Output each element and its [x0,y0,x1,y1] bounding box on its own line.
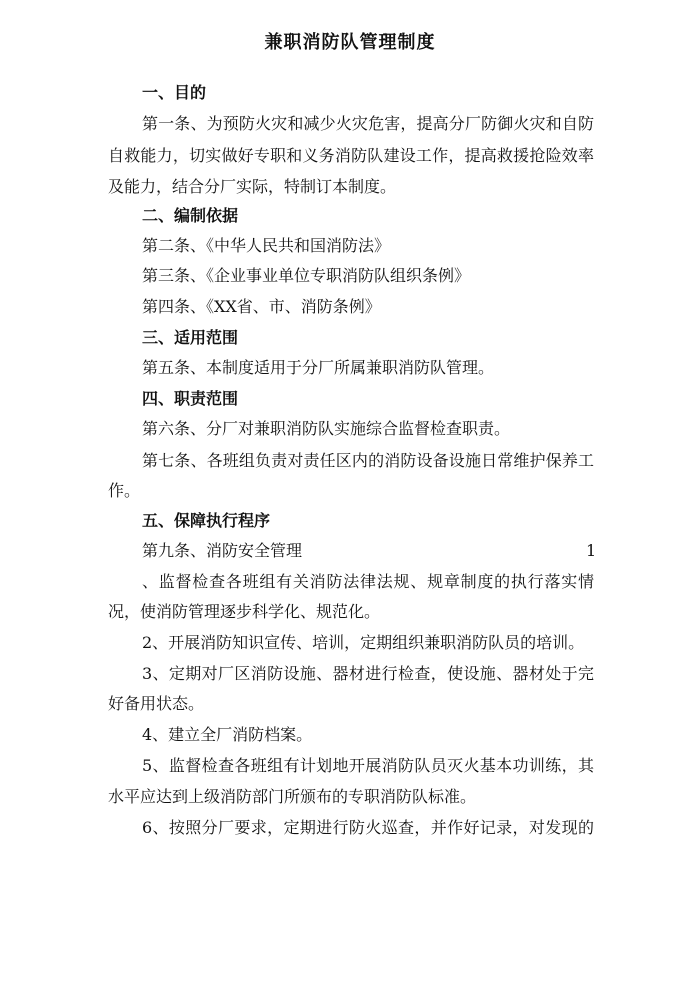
paragraph-line: 及能力，结合分厂实际，特制订本制度。 [108,177,397,196]
paragraph-line: 自救能力，切实做好专职和义务消防队建设工作，提高救援抢险效率 [108,146,594,165]
paragraph-line: 3、定期对厂区消防设施、器材进行检查，使设施、器材处于完 [142,664,594,683]
paragraph-line: 6、按照分厂要求，定期进行防火巡查，并作好记录，对发现的 [142,818,594,837]
paragraph-line: 5、监督检查各班组有计划地开展消防队员灭火基本功训练，其 [142,756,594,775]
section-heading-scope: 三、适用范围 [142,328,239,347]
paragraph-line: 作。 [108,481,141,500]
section-heading-basis: 二、编制依据 [142,206,239,225]
paragraph-line: 2、开展消防知识宣传、培训，定期组织兼职消防队员的培训。 [142,633,585,652]
paragraph-line: 第四条、《XX省、市、消防条例》 [142,297,381,316]
paragraph-line: 好备用状态。 [108,694,205,713]
paragraph-line: 况，使消防管理逐步科学化、规范化。 [108,602,381,621]
section-heading-procedures: 五、保障执行程序 [142,511,271,530]
document-title: 兼职消防队管理制度 [264,32,436,53]
paragraph-line: 第五条、本制度适用于分厂所属兼职消防队管理。 [142,358,495,377]
paragraph-line: 水平应达到上级消防部门所颁布的专职消防队标准。 [108,787,477,806]
paragraph-line: 第一条、为预防火灾和减少火灾危害，提高分厂防御火灾和自防 [142,114,594,133]
paragraph-line: 第二条、《中华人民共和国消防法》 [142,236,391,255]
paragraph-line: 第六条、分厂对兼职消防队实施综合监督检查职责。 [142,419,511,438]
section-heading-purpose: 一、目的 [142,83,207,102]
section-heading-responsibilities: 四、职责范围 [142,389,239,408]
paragraph-line: 、监督检查各班组有关消防法律法规、规章制度的执行落实情 [142,572,594,591]
paragraph-line: 第七条、各班组负责对责任区内的消防设备设施日常维护保养工 [142,451,594,470]
paragraph-line: 第九条、消防安全管理 [142,541,303,560]
page-number: 1 [586,541,597,560]
paragraph-line: 4、建立全厂消防档案。 [142,725,313,744]
paragraph-line: 第三条、《企业事业单位专职消防队组织条例》 [142,266,471,285]
